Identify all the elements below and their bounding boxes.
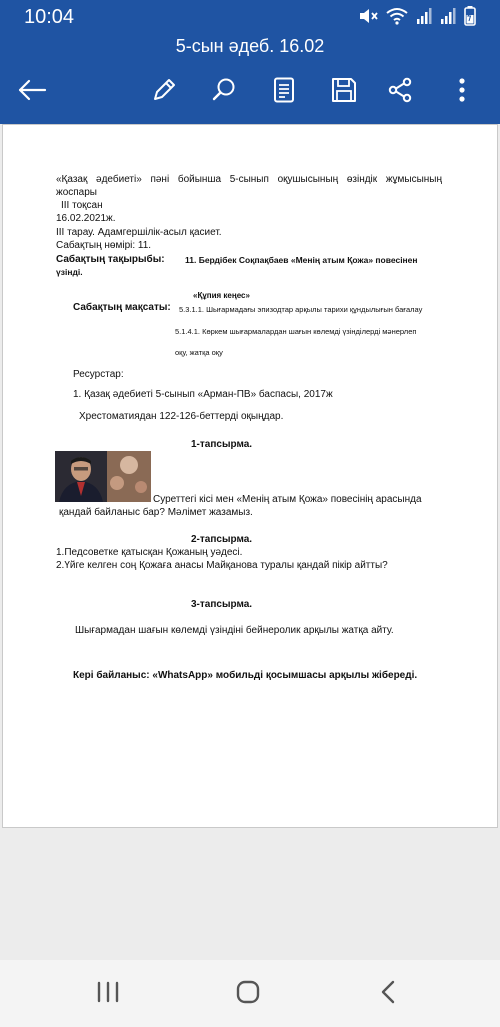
quarter: III тоқсан xyxy=(61,200,103,211)
mute-icon xyxy=(358,7,378,25)
task3-text: Шығармадан шағын көлемді үзіндіні бейнеролик арқылы жатқа айту. xyxy=(75,625,394,636)
system-navigation-bar xyxy=(0,960,500,1027)
goal-label: Сабақтың мақсаты: xyxy=(73,302,171,313)
task2-question-1: 1.Педсоветке қатысқан Қожаның уәдесі. xyxy=(56,547,243,558)
section: III тарау. Адамгершілік-асыл қасиет. xyxy=(56,227,222,238)
battery-icon xyxy=(464,6,476,26)
reading-mode-icon xyxy=(273,77,295,108)
topic-text-2: үзінді. xyxy=(56,267,83,277)
secret-advice: «Құпия кеңес» xyxy=(193,291,250,300)
task1-heading: 1-тапсырма. xyxy=(191,439,253,450)
task3-heading: 3-тапсырма. xyxy=(191,599,253,610)
document-title: 5-сын әдеб. 16.02 xyxy=(175,36,325,56)
topic-label: Сабақтың тақырыбы: xyxy=(56,254,165,265)
back-nav-button[interactable] xyxy=(368,978,408,1010)
home-button[interactable] xyxy=(228,978,268,1010)
home-icon xyxy=(236,980,260,1009)
resource-1: 1. Қазақ әдебиеті 5-сынып «Арман-ПВ» баспасы, 2017ж xyxy=(73,389,333,400)
save-button[interactable] xyxy=(326,74,362,110)
reading-mode-button[interactable] xyxy=(266,74,302,110)
document-viewport[interactable] xyxy=(0,124,500,960)
lesson-number: Сабақтың нөмірі: 11. xyxy=(56,240,152,251)
app-header xyxy=(0,0,500,124)
signal-icon xyxy=(440,7,456,25)
date: 16.02.2021ж. xyxy=(56,213,116,224)
task1-text-b: қандай байланыс бар? Мәлімет жазамыз. xyxy=(59,507,253,518)
task1-text-a: Суреттегі кісі мен «Менің атым Қожа» повесінің арасында xyxy=(153,494,422,505)
status-icons xyxy=(358,6,476,26)
share-icon xyxy=(387,77,413,108)
task2-question-2: 2.Үйге келген соң Қожаға анасы Майқанова туралы қандай пікір айтты? xyxy=(56,560,388,571)
feedback: Кері байланыс: «WhatsApp» мобильді қосымшасы арқылы жібереді. xyxy=(73,670,418,681)
back-arrow-icon xyxy=(17,78,47,107)
toolbar xyxy=(0,74,500,114)
status-bar xyxy=(0,0,500,34)
goal-1: 5.3.1.1. Шығармадағы эпизодтар арқылы тарихи құндылығын бағалау xyxy=(179,305,423,314)
save-icon xyxy=(331,77,357,108)
pencil-icon xyxy=(151,77,177,108)
edit-button[interactable] xyxy=(146,74,182,110)
share-button[interactable] xyxy=(382,74,418,110)
recent-apps-icon xyxy=(96,981,120,1008)
more-icon xyxy=(458,77,466,108)
more-button[interactable] xyxy=(444,74,480,110)
resource-2: Хрестоматиядан 122-126-беттерді оқыңдар. xyxy=(79,411,284,422)
task2-heading: 2-тапсырма. xyxy=(191,534,253,545)
search-button[interactable] xyxy=(206,74,242,110)
back-icon xyxy=(378,980,398,1009)
resources-label: Ресурстар: xyxy=(73,369,124,380)
topic-text: 11. Бердібек Соқпақбаев «Менің атым Қожа» повесінен xyxy=(185,255,418,265)
back-button[interactable] xyxy=(14,74,50,110)
goal-2: 5.1.4.1. Көркем шығармалардан шағын көлемді үзінділерді мәнерлеп xyxy=(175,327,417,336)
status-time: 10:04 xyxy=(24,6,75,28)
intro-line-2: жоспары xyxy=(56,187,97,198)
author-photo xyxy=(55,451,151,502)
goal-3: оқу, жатқа оқу xyxy=(175,348,223,357)
document-page xyxy=(2,124,498,828)
recent-apps-button[interactable] xyxy=(88,978,128,1010)
signal-icon xyxy=(416,7,432,25)
search-icon xyxy=(211,77,237,108)
wifi-icon xyxy=(386,7,408,25)
intro-line-1: «Қазақ әдебиеті» пәні бойынша 5-сынып оқушысының өзіндік жұмысының xyxy=(56,174,442,185)
